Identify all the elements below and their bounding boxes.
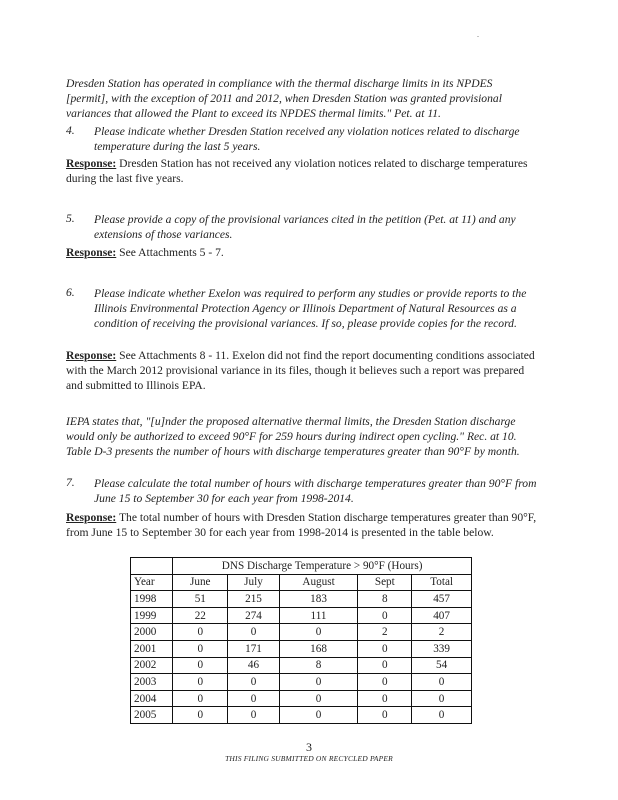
cell-july: 274 — [228, 607, 279, 624]
cell-july: 0 — [228, 707, 279, 724]
response-7-text: The total number of hours with Dresden Station discharge temperatures greater than 90°F, from June 15 to September 30 for each year from 1998-2014 is presented in the table below. — [66, 511, 537, 539]
question-7-number: 7. — [66, 476, 75, 489]
cell-july: 46 — [228, 657, 279, 674]
question-6-number: 6. — [66, 286, 75, 299]
cell-june: 22 — [173, 607, 228, 624]
corner-mark: . — [477, 30, 479, 39]
cell-june: 0 — [173, 640, 228, 657]
response-5-label: Response: — [66, 246, 117, 259]
cell-august: 0 — [279, 674, 358, 691]
cell-august: 0 — [279, 707, 358, 724]
cell-june: 0 — [173, 707, 228, 724]
table-title-row — [131, 558, 472, 575]
header-july: July — [228, 574, 279, 591]
table-row — [131, 690, 472, 707]
cell-july: 171 — [228, 640, 279, 657]
cell-total: 339 — [412, 640, 472, 657]
response-6 — [66, 348, 538, 393]
cell-sept: 2 — [358, 624, 412, 641]
intro-quote: Dresden Station has operated in compliance with the thermal discharge limits in its NPDES [permit], with the exception of 2011 and 2012, when Dresden Station was granted provisional variances that allowed the Plant to exceed its NPDES thermal limits." Pet. at 11. — [66, 77, 502, 120]
question-5-text: Please provide a copy of the provisional variances cited in the petition (Pet. at 11) and any extensions of those variances. — [94, 213, 516, 241]
cell-total: 407 — [412, 607, 472, 624]
table-row — [131, 674, 472, 691]
cell-july: 215 — [228, 591, 279, 608]
cell-year: 2003 — [131, 674, 173, 691]
cell-june: 51 — [173, 591, 228, 608]
response-6-text: See Attachments 8 - 11. Exelon did not find the report documenting conditions associated with the March 2012 provisional variance in its files, though it believes such a report was prepared and submitted to Illinois EPA. — [66, 349, 535, 392]
table-title: DNS Discharge Temperature > 90°F (Hours) — [173, 558, 472, 575]
cell-july: 0 — [228, 674, 279, 691]
table-row — [131, 607, 472, 624]
cell-june: 0 — [173, 624, 228, 641]
cell-sept: 0 — [358, 607, 412, 624]
question-5-number: 5. — [66, 212, 75, 225]
cell-august: 0 — [279, 624, 358, 641]
cell-year: 1999 — [131, 607, 173, 624]
cell-july: 0 — [228, 690, 279, 707]
table-header-row — [131, 574, 472, 591]
cell-sept: 0 — [358, 707, 412, 724]
response-4 — [66, 156, 536, 186]
question-7-text: Please calculate the total number of hours with discharge temperatures greater than 90°F from June 15 to September 30 for each year from 1998-2014. — [94, 477, 537, 505]
cell-year: 2000 — [131, 624, 173, 641]
cell-sept: 0 — [358, 640, 412, 657]
cell-august: 0 — [279, 690, 358, 707]
response-7 — [66, 510, 540, 540]
hours-table — [130, 557, 472, 724]
cell-year: 2002 — [131, 657, 173, 674]
cell-sept: 0 — [358, 674, 412, 691]
cell-year: 1998 — [131, 591, 173, 608]
cell-july: 0 — [228, 624, 279, 641]
cell-total: 0 — [412, 674, 472, 691]
iepa-statement: IEPA states that, "[u]nder the proposed alternative thermal limits, the Dresden Station discharge would only be authorized to exceed 90°F for 259 hours during indirect open cycling." Rec. at 10. Table D-3 presents the number of hours with discharge temperatures greater than 90°F by month. — [66, 415, 520, 458]
page-number: 3 — [306, 740, 312, 754]
cell-august: 168 — [279, 640, 358, 657]
question-6-text: Please indicate whether Exelon was required to perform any studies or provide reports to the Illinois Environmental Protection Agency or Illinois Department of Natural Resources as a condition of receiving the provisional variances. If so, please provide copies for the record. — [94, 287, 527, 330]
table-row — [131, 657, 472, 674]
hours-table-body — [131, 558, 472, 724]
table-corner-cell — [131, 558, 173, 575]
table-row — [131, 624, 472, 641]
header-june: June — [173, 574, 228, 591]
cell-sept: 8 — [358, 591, 412, 608]
cell-june: 0 — [173, 657, 228, 674]
cell-total: 0 — [412, 707, 472, 724]
question-4-number: 4. — [66, 124, 75, 137]
cell-total: 2 — [412, 624, 472, 641]
cell-august: 8 — [279, 657, 358, 674]
table-row — [131, 640, 472, 657]
cell-june: 0 — [173, 690, 228, 707]
table-row — [131, 591, 472, 608]
cell-june: 0 — [173, 674, 228, 691]
response-6-label: Response: — [66, 349, 117, 362]
response-4-label: Response: — [66, 157, 117, 170]
response-5-text: See Attachments 5 - 7. — [119, 246, 224, 259]
cell-august: 183 — [279, 591, 358, 608]
header-august: August — [279, 574, 358, 591]
cell-total: 457 — [412, 591, 472, 608]
response-7-label: Response: — [66, 511, 117, 524]
response-5 — [66, 245, 536, 260]
cell-total: 54 — [412, 657, 472, 674]
cell-total: 0 — [412, 690, 472, 707]
footer-note: THIS FILING SUBMITTED ON RECYCLED PAPER — [225, 754, 393, 763]
cell-august: 111 — [279, 607, 358, 624]
question-4-text: Please indicate whether Dresden Station received any violation notices related to discharge temperature during the last 5 years. — [94, 125, 520, 153]
response-4-text: Dresden Station has not received any violation notices related to discharge temperatures during the last five years. — [66, 157, 528, 185]
cell-year: 2004 — [131, 690, 173, 707]
cell-sept: 0 — [358, 690, 412, 707]
header-sept: Sept — [358, 574, 412, 591]
cell-year: 2001 — [131, 640, 173, 657]
cell-year: 2005 — [131, 707, 173, 724]
header-total: Total — [412, 574, 472, 591]
cell-sept: 0 — [358, 657, 412, 674]
table-row — [131, 707, 472, 724]
header-year: Year — [131, 574, 173, 591]
